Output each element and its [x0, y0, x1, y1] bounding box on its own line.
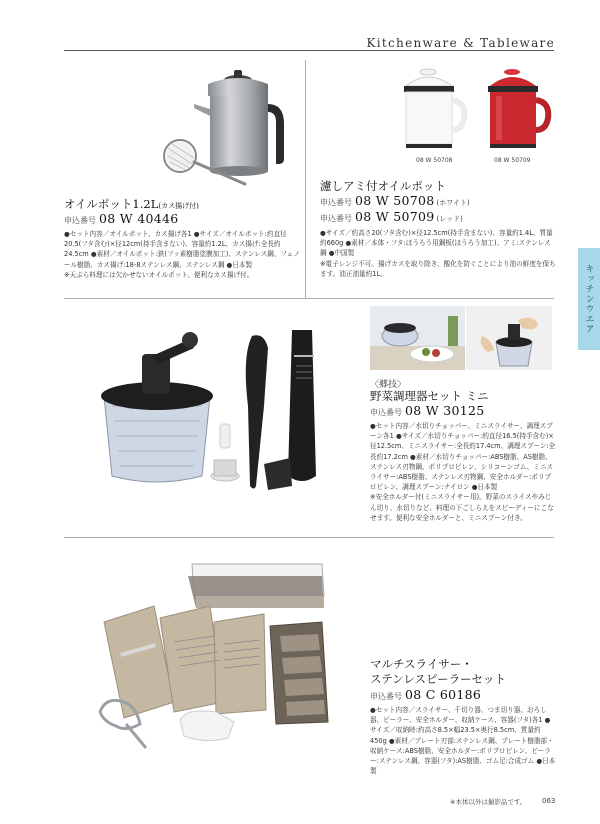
slicer-code-label: 申込番号 [370, 692, 402, 701]
section-divider-1 [64, 298, 554, 299]
slicer-name-line1: マルチスライサー・ [370, 657, 473, 671]
footer-note: ※本体以外は撮影品です。 [450, 798, 527, 806]
chopper-desc-note: ※安全ホルダー付(ミニスライサー用)。野菜のスライスやみじん切り、水切りなど、料理の下ごしらえをスピーディーにこなせます。便利な安全ホルダーと、ミニスプーン付き。 [370, 493, 554, 522]
enamel-variant-white: (ホワイト) [436, 199, 470, 207]
chopper-usage-photo-2 [466, 306, 552, 370]
enamel-code-row-white [320, 193, 470, 208]
slicer-set-image [96, 552, 336, 752]
slicer-code: 08 C 60186 [405, 687, 482, 702]
slicer-desc-specs: ●セット内容／スライサー、千切り器、つま切り器、おろし器、ピーラー、安全ホルダー、収納ケース、容器(フタ)各1 ●サイズ／収納時:約高さ8.5×幅23.5×奥行8.5cm、質量約450g ●素材／プレート刃部:ステンレス鋼、プレート樹脂部・収納ケース:ABS樹脂、安全ホルダー:ポリプロピレン、ピーラー:ステンレス鋼、容器(フタ):AS樹脂、ゴム足:合成ゴム ●日本製 [370, 706, 556, 776]
oil-pot-code-row [64, 211, 178, 226]
category-side-tab: キッチンウエア [578, 248, 600, 350]
oil-pot-desc-specs: ●セット内容／オイルポット、カス揚げ各1 ●サイズ／オイルポット:約直径20.5(フタ含む)×径12cm(持手含まない)、容量約1.2L、カス揚げ:全長約24.5cm ●素材／オイルポット:鉄(フッ素樹脂塗膜加工)、ステンレス鋼、フェノール樹脂、カス揚げ:18-8ステンレス鋼、ステンレス鋼 ●日本製 [64, 230, 300, 269]
enamel-red-caption: 08 W 50709 [494, 157, 531, 164]
chopper-desc-specs: ●セット内容／水切りチョッパー、ミニスライサー、調理スプーン各1 ●サイズ／水切りチョッパー:約直径16.5(持手含む)×径12.5cm、ミニスライサー:全長約17.4cm、調理スプーン:全長約17.2cm ●素材／水切りチョッパー:ABS樹脂、AS樹脂、ステンレス刃物鋼、ポリプロピレン、シリコーンゴム、ミニスライサー:ABS樹脂、ステンレス刃物鋼、安全ホルダー:ポリプロピレン、調理スプーン:ナイロン ●日本製 [370, 422, 556, 492]
chopper-code: 08 W 30125 [405, 403, 485, 418]
enamel-desc-note: ※電子レンジ不可。揚げカスを取り除き、酸化を防ぐことにより油の鮮度を保ちます。油正油量約1L。 [320, 259, 556, 278]
slicer-name-line2: ステンレスピーラーセット [370, 672, 506, 686]
enamel-white-caption: 08 W 50708 [416, 157, 453, 164]
chopper-brand-tag: 〈郷技〉 [370, 380, 407, 390]
enamel-code-label-2: 申込番号 [320, 214, 352, 223]
slicer-code-row [370, 687, 481, 702]
oil-pot-description [64, 229, 300, 280]
enamel-code-row-red [320, 209, 463, 224]
page-number: 063 [542, 797, 556, 805]
section-divider-2 [64, 537, 554, 538]
enamel-code-red: 08 W 50709 [355, 209, 435, 224]
chopper-code-label: 申込番号 [370, 408, 402, 417]
enamel-pot-red-image [482, 60, 554, 152]
enamel-pot-white-image [398, 60, 470, 152]
header-rule [64, 50, 554, 51]
enamel-variant-red: (レッド) [436, 215, 463, 223]
oil-pot-code-label: 申込番号 [64, 216, 96, 225]
chopper-code-row [370, 403, 484, 418]
oil-pot-image [150, 64, 300, 194]
chopper-usage-photo-1 [370, 306, 465, 370]
enamel-code-white: 08 W 50708 [355, 193, 435, 208]
oil-pot-name-note: (カス揚げ付) [158, 202, 199, 210]
page-header-title: Kitchenware & Tableware [366, 36, 555, 50]
chopper-name: 野菜調理器セット ミニ [370, 389, 489, 403]
enamel-desc-specs: ●サイズ／約高さ20(フタ含む)×径12.5cm(持手含まない)、容量約1.4L、質量約660g ●素材／本体・フタ:ほうろう用鋼板(ほうろう加工)、アミ:ステンレス鋼 ●中国製 [320, 229, 553, 258]
oil-pot-code: 08 W 40446 [99, 211, 179, 226]
enamel-code-label-1: 申込番号 [320, 198, 352, 207]
oil-pot-name [64, 196, 199, 212]
enamel-pot-name: 濾しアミ付オイルポット [320, 179, 446, 193]
oil-pot-name-text: オイルポット1.2L [64, 197, 159, 211]
enamel-pot-description [320, 228, 556, 279]
column-divider [305, 60, 306, 298]
oil-pot-desc-note: ※天ぷら料理には欠かせないオイルポット。便利なカス揚げ付。 [64, 270, 254, 279]
slicer-description [370, 705, 556, 776]
chopper-set-image [92, 326, 342, 496]
chopper-description [370, 421, 556, 523]
